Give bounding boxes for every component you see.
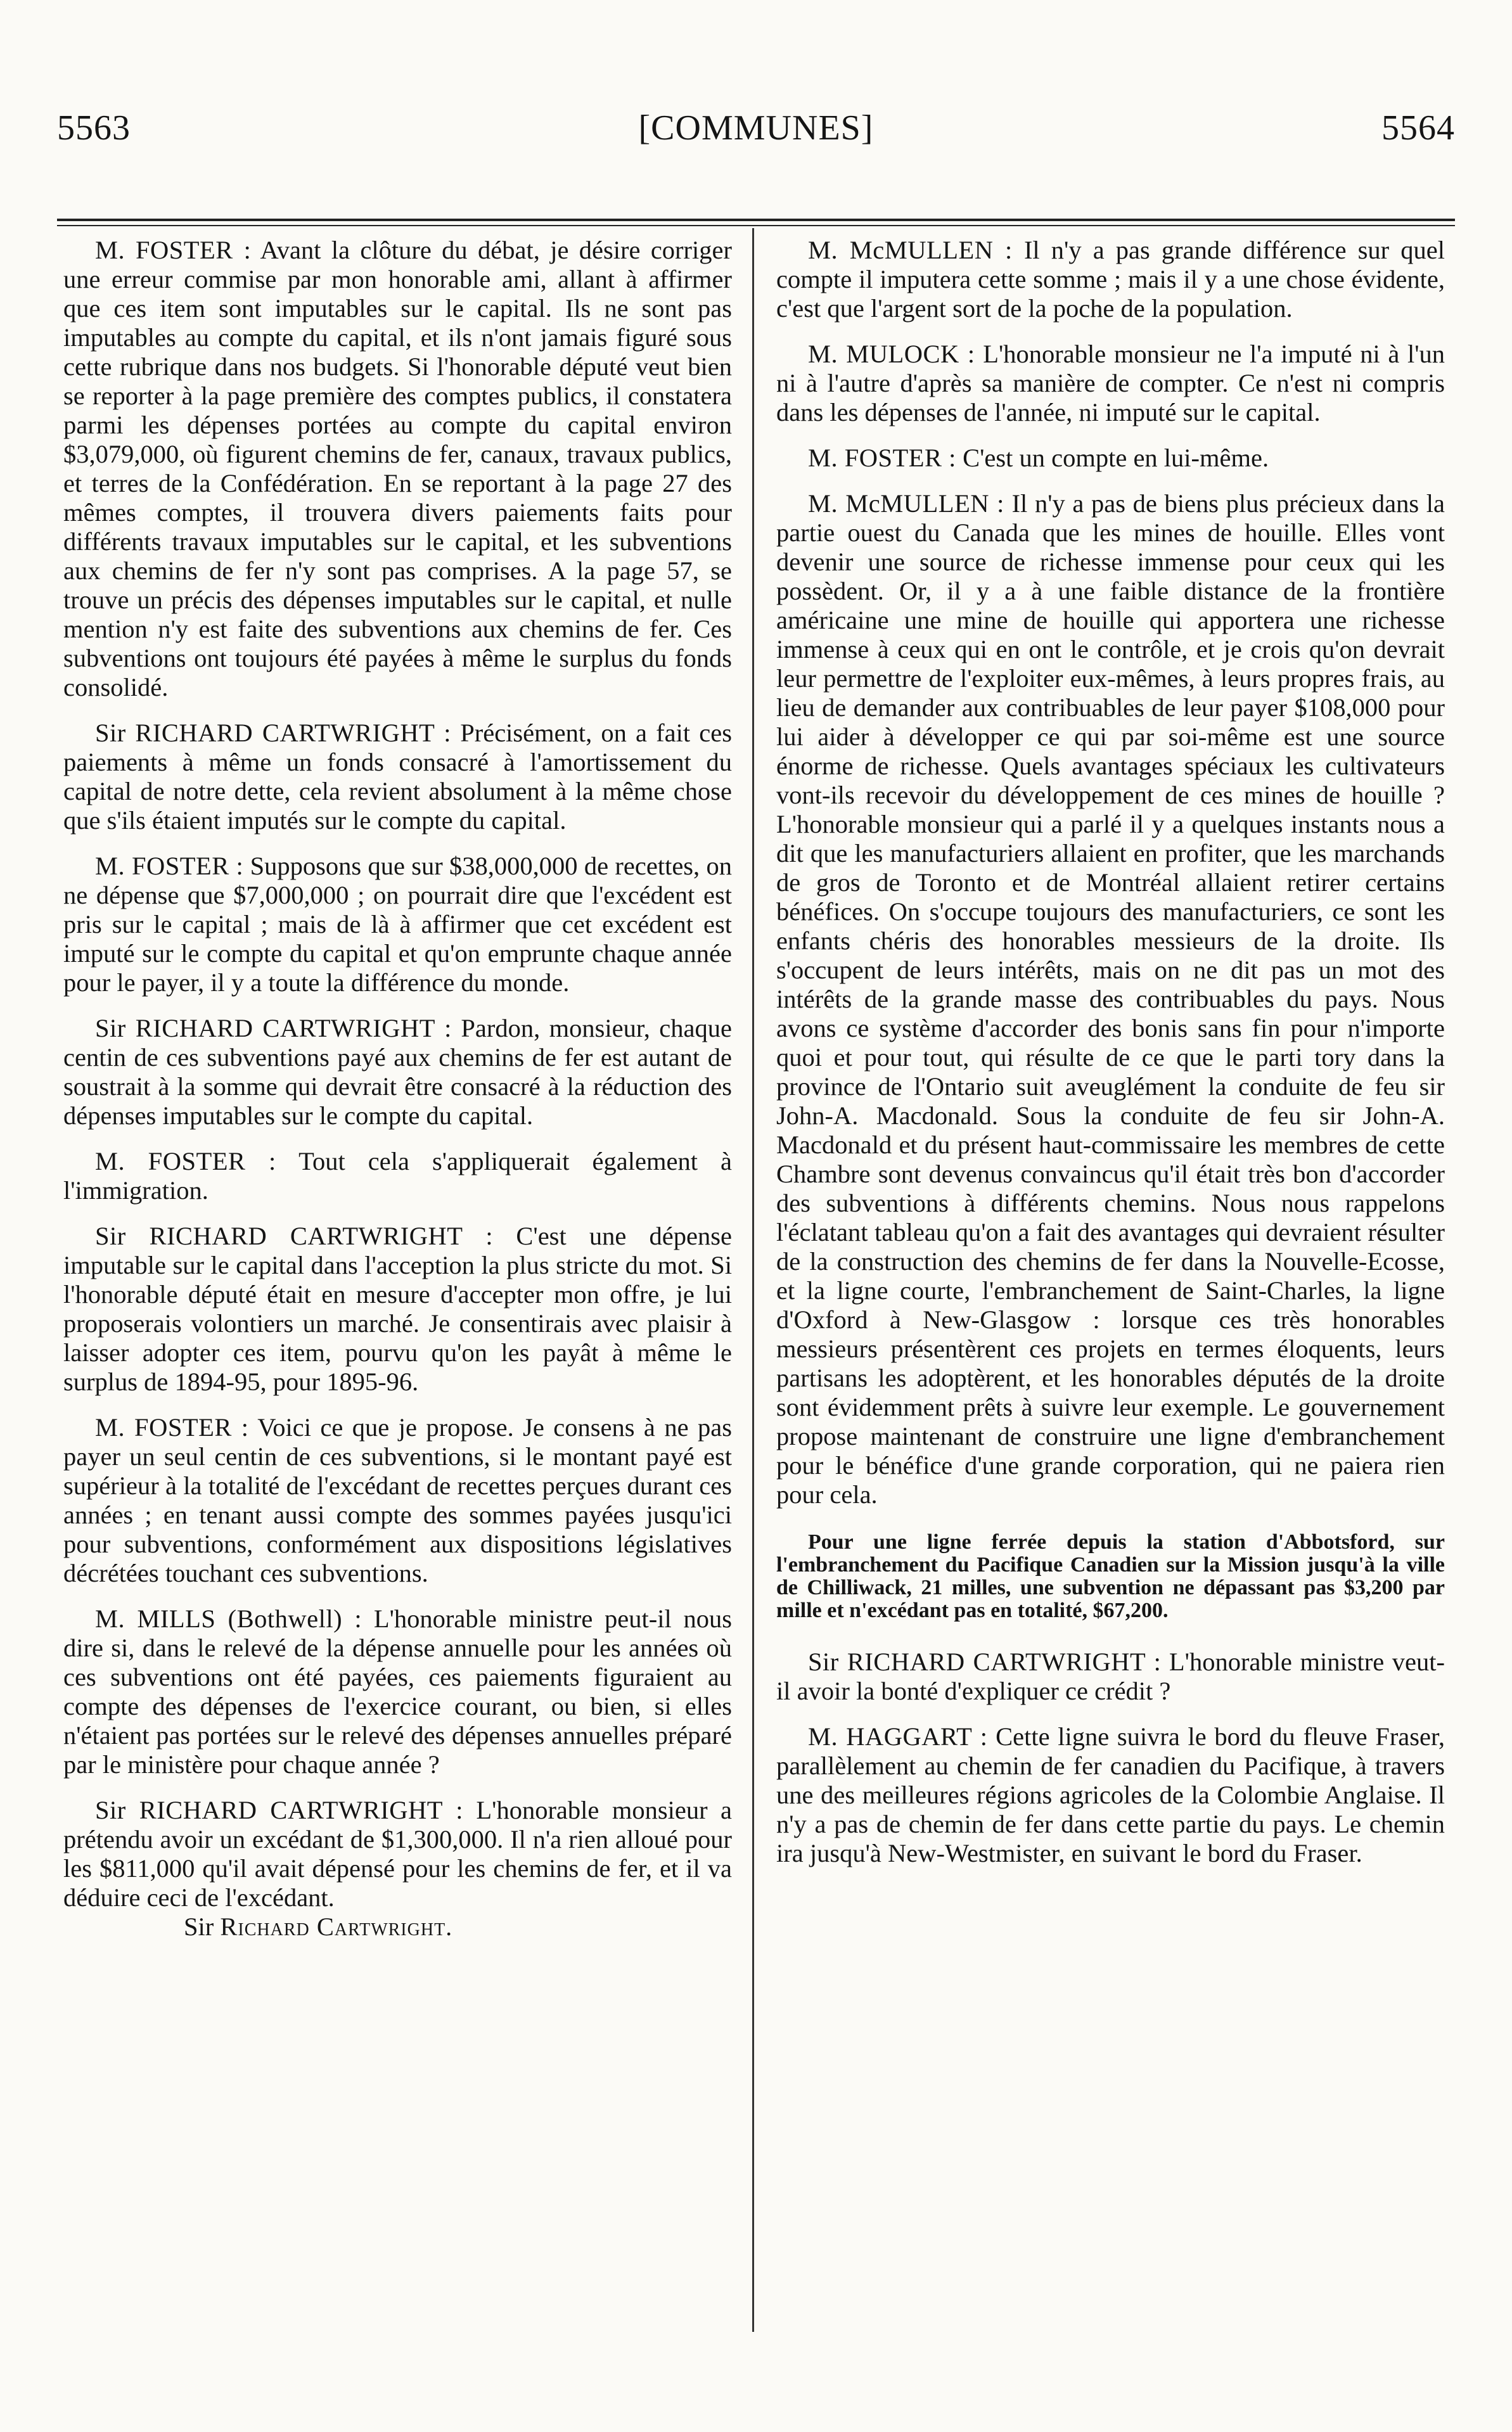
speaker-name: M. MILLS (Bothwell) : <box>95 1604 362 1633</box>
speech-text: Cette ligne suivra le bord du fleuve Fraser, parallèlement au chemin de fer canadien du Pacifique, à travers une des meilleures régions agricoles de la Colombie Anglaise. Il n'y a pas de chemin de fer dans cette partie du pays. Le chemin ira jusqu'à New-Westmister, en suivant le bord du Fraser. <box>776 1722 1445 1867</box>
speaker-name: M. McMULLEN : <box>808 489 1004 518</box>
header-rule <box>57 219 1455 226</box>
speech-paragraph <box>776 1648 1445 1706</box>
speech-paragraph <box>63 719 732 835</box>
speech-paragraph <box>63 1014 732 1130</box>
speaker-name: M. FOSTER : <box>95 852 244 880</box>
speech-text: C'est une dépense imputable sur le capital dans l'acception la plus stricte du mot. Si l'honorable député était en mesure d'accepter mon offre, je lui proposerais volontiers un marché. Je consentirais avec plaisir à laisser adopter ces item, pourvu qu'on les payât à même le surplus de 1894-95, pour 1895-96. <box>63 1222 732 1396</box>
speech-paragraph <box>63 852 732 997</box>
speech-paragraph <box>63 1604 732 1779</box>
speaker-name: Sir RICHARD CARTWRIGHT : <box>95 1014 452 1042</box>
page-number-right: 5564 <box>1381 108 1455 148</box>
speaker-name: M. FOSTER : <box>95 236 252 264</box>
item-note: Pour une ligne ferrée depuis la station d'Abbotsford, sur l'embranchement du Pacifique Canadien sur la Mission jusqu'à la ville de Chilliwack, 21 milles, une subvention ne dépassant pas $3,200 par mille et n'excédant pas en totalité, $67,200. <box>776 1530 1445 1622</box>
speech-paragraph <box>63 1222 732 1397</box>
speech-text: C'est un compte en lui-même. <box>963 444 1269 472</box>
speech-text: Voici ce que je propose. Je consens à ne pas payer un seul centin de ces subventions, si le montant payé est supérieur à la totalité de l'excédant de recettes perçues durant ces années ; en tenant aussi compte des sommes payées jusqu'ici pour subventions, conformément aux dispositions législatives décrétées touchant ces subventions. <box>63 1413 732 1587</box>
speech-paragraph <box>776 236 1445 323</box>
speech-text: Avant la clôture du débat, je désire corriger une erreur commise par mon honorable ami, allant à affirmer que ces item sont imputables sur le capital. Ils ne sont pas imputables au compte du capital, et ils n'ont jamais figuré sous cette rubrique dans nos budgets. Si l'honorable député veut bien se reporter à la page première des comptes publics, il constatera parmi les dépenses portées au compte du capital environ $3,079,000, où figurent chemins de fer, canaux, travaux publics, et terres de la Confédération. En se reportant à la page 27 des mêmes comptes, il trouvera divers paiements faits pour différents travaux imputables sur le capital, et les subventions aux chemins de fer n'y sont pas comprises. A la page 57, se trouve un précis des dépenses imputables sur le capital, et nulle mention n'y est faite des subventions aux chemins de fer. Ces subventions ont toujours été payées à même le surplus du fonds consolidé. <box>63 236 732 701</box>
speech-text: L'honorable monsieur ne l'a imputé ni à l'un ni à l'autre d'après sa manière de compter. Ce n'est ni compris dans les dépenses de l'année, ni imputé sur le capital. <box>776 340 1445 426</box>
speaker-name: Sir RICHARD CARTWRIGHT : <box>808 1648 1162 1676</box>
speaker-name: M. McMULLEN : <box>808 236 1013 264</box>
speech-text: Pardon, monsieur, chaque centin de ces subventions payé aux chemins de fer est autant de soustrait à la somme qui devrait être consacré à la réduction des dépenses imputables sur le compte du capital. <box>63 1014 732 1130</box>
speaker-name: Sir RICHARD CARTWRIGHT : <box>95 719 452 747</box>
speech-paragraph <box>63 1147 732 1205</box>
speech-paragraph <box>776 444 1445 473</box>
speaker-name: M. FOSTER : <box>95 1413 249 1442</box>
left-column <box>63 236 732 1942</box>
speaker-name: M. FOSTER : <box>808 444 956 472</box>
speaker-name: Sir RICHARD CARTWRIGHT : <box>95 1796 463 1824</box>
speech-paragraph <box>776 340 1445 427</box>
speech-text: L'honorable monsieur a prétendu avoir un excédant de $1,300,000. Il n'a rien alloué pour les $811,000 qu'il avait dépensé pour les chemins de fer, et il va déduire ceci de l'excédant. <box>63 1796 732 1912</box>
page-header <box>57 108 1455 165</box>
column-divider <box>752 228 754 2332</box>
speaker-name: M. FOSTER : <box>95 1147 276 1175</box>
speech-text: Supposons que sur $38,000,000 de recettes, on ne dépense que $7,000,000 ; on pourrait dire que l'excédent est pris sur le capital ; mais de là à affirmer que cet excédent est imputé sur le compte du capital et qu'on emprunte chaque année pour le payer, il y a toute la différence du monde. <box>63 852 732 997</box>
speech-text: L'honorable ministre veut-il avoir la bonté d'expliquer ce crédit ? <box>776 1648 1445 1705</box>
right-column <box>776 236 1445 1885</box>
speech-text: L'honorable ministre peut-il nous dire si, dans le relevé de la dépense annuelle pour les années où ces subventions ont été payées, ces paiements figuraient au compte des dépenses de l'exercice courant, ou bien, si elles n'étaient pas portées sur le relevé des dépenses annuelles préparé par le ministère pour chaque année ? <box>63 1604 733 1779</box>
page-number-left: 5563 <box>57 108 131 148</box>
speech-text: Précisément, on a fait ces paiements à même un fonds consacré à l'amortissement du capital de notre dette, cela revient absolument à la même chose que s'ils étaient imputés sur le compte du capital. <box>63 719 733 835</box>
speech-paragraph <box>776 1722 1445 1868</box>
speech-paragraph <box>776 489 1445 1509</box>
speech-text: Il n'y a pas de biens plus précieux dans la partie ouest du Canada que les mines de houille. Elles vont devenir une source de richesse immense pour ceux qui les possèdent. Or, il y a à une faible distance de la frontière américaine une mine de houille qui apportera une richesse immense à ceux qui en ont le contrôle, et je crois qu'on devrait leur permettre de l'exploiter eux-mêmes, à leurs propres frais, au lieu de demander aux contribuables de leur payer $108,000 pour lui aider à développer ce qui par soi-même est une source énorme de richesse. Quels avantages spéciaux les cultivateurs vont-ils recevoir du développement de ces mines de houille ? L'honorable monsieur qui a parlé il y a quelques instants nous a dit que les manufacturiers allaient en profiter, que les marchands de gros de Toronto et de Montréal allaient retirer certains bénéfices. On s'occupe toujours des manufacturiers, ce sont les enfants chéris des honorables messieurs de la droite. Ils s'occupent de leurs intérêts, mais on ne dit pas un mot des intérêts de la grande masse des contribuables du pays. Nous avons ce système d'accorder des bonis sans fin pour n'importe quoi et pour tout, qui résulte de ce que le parti tory dans la province de l'Ontario suit aveuglément la conduite de feu sir John-A. Macdonald. Sous la conduite de feu sir John-A. Macdonald et du présent haut-commissaire les membres de cette Chambre sont devenus convaincus qu'il était très bon d'accorder des subventions à différents chemins. Nous nous rappelons l'éclatant tableau qu'on a fait des avantages qui devraient résulter de la construction des chemins de fer dans la Nouvelle-Ecosse, et la ligne courte, l'embranchement de Saint-Charles, la ligne d'Oxford à New-Glasgow : lorsque ces très honorables messieurs présentèrent ces projets en termes éloquents, leurs partisans les adoptèrent, et les honorables députés de la droite sont évidemment prêts à suivre leur exemple. Le gouvernement propose maintenant de construire une ligne d'embranchement pour le bénéfice d'une grande corporation, qui ne paiera rien pour cela. <box>776 489 1445 1509</box>
speaker-name: M. MULOCK : <box>808 340 975 368</box>
signature-prefix: Sir <box>184 1912 214 1941</box>
speaker-signature <box>63 1912 732 1942</box>
running-title: [COMMUNES] <box>638 108 874 148</box>
speech-paragraph <box>63 1796 732 1912</box>
speech-text: Il n'y a pas grande différence sur quel compte il imputera cette somme ; mais il y a une chose évidente, c'est que l'argent sort de la poche de la population. <box>776 236 1445 323</box>
speech-paragraph <box>63 236 732 702</box>
speech-paragraph <box>63 1413 732 1588</box>
speech-text: Tout cela s'appliquerait également à l'immigration. <box>63 1147 732 1205</box>
speaker-name: Sir RICHARD CARTWRIGHT : <box>95 1222 494 1250</box>
speaker-name: M. HAGGART : <box>808 1722 988 1751</box>
signature-name: Richard Cartwright. <box>220 1912 453 1941</box>
